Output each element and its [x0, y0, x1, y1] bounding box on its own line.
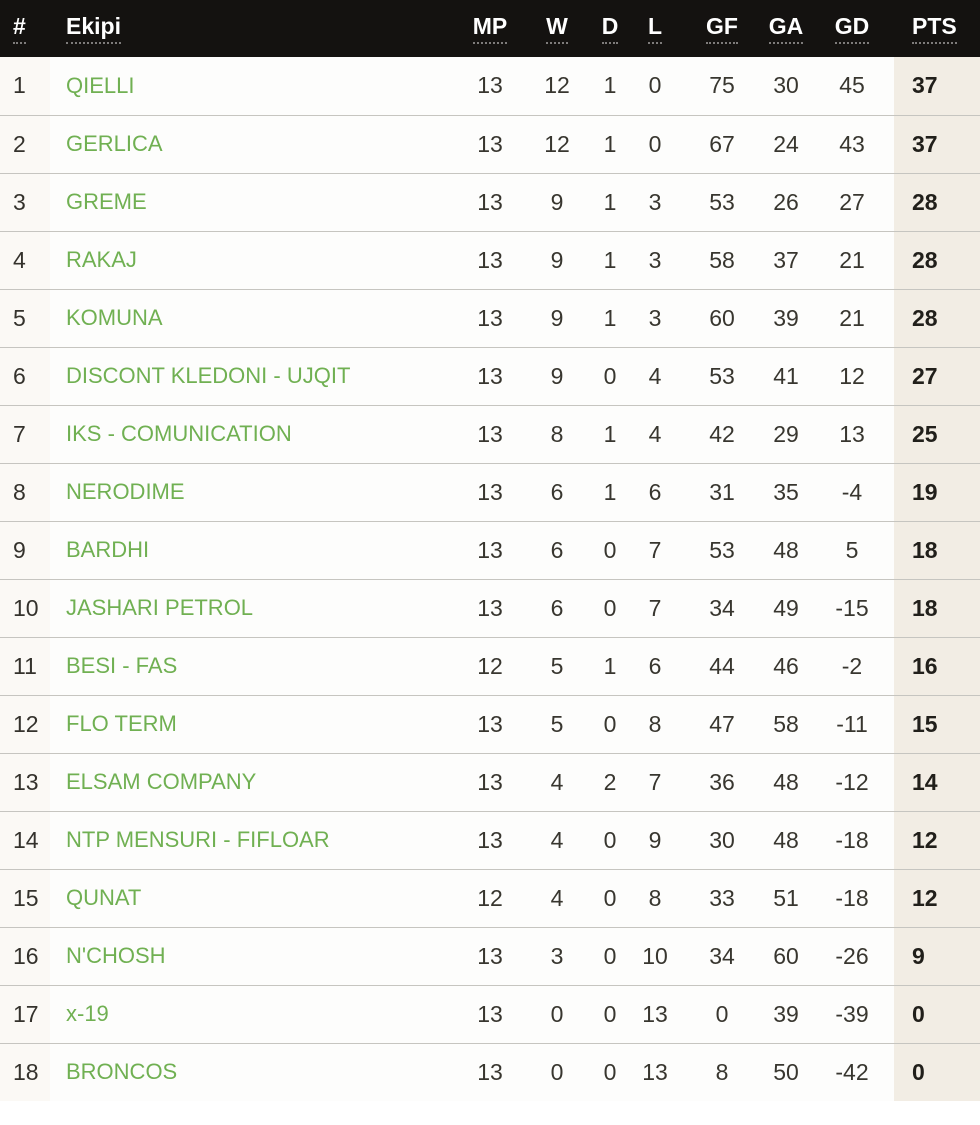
gd-cell: -15 [810, 579, 894, 637]
l-cell: 7 [628, 753, 682, 811]
d-cell: 0 [592, 695, 628, 753]
w-cell: 6 [522, 579, 592, 637]
d-cell: 0 [592, 579, 628, 637]
pts-cell: 14 [894, 753, 980, 811]
l-cell: 3 [628, 289, 682, 347]
table-row [0, 173, 980, 231]
rank-cell: 10 [0, 579, 50, 637]
ga-cell: 41 [762, 347, 810, 405]
col-header-gd-label: GD [835, 15, 870, 44]
rank-cell: 8 [0, 463, 50, 521]
l-cell: 4 [628, 405, 682, 463]
ga-cell: 48 [762, 811, 810, 869]
w-cell: 9 [522, 173, 592, 231]
ga-cell: 49 [762, 579, 810, 637]
gf-cell: 31 [682, 463, 762, 521]
gd-cell: -18 [810, 811, 894, 869]
d-cell: 0 [592, 869, 628, 927]
l-cell: 8 [628, 695, 682, 753]
table-row [0, 927, 980, 985]
standings-body [0, 57, 980, 1101]
rank-cell: 14 [0, 811, 50, 869]
table-row [0, 869, 980, 927]
l-cell: 7 [628, 521, 682, 579]
table-row [0, 1043, 980, 1101]
rank-cell: 3 [0, 173, 50, 231]
w-cell: 9 [522, 231, 592, 289]
rank-cell: 5 [0, 289, 50, 347]
col-header-w-label: W [546, 15, 568, 44]
team-name[interactable]: FLO TERM [50, 695, 458, 753]
table-row [0, 811, 980, 869]
table-row [0, 347, 980, 405]
team-name[interactable]: QIELLI [66, 72, 135, 98]
table-row [0, 985, 980, 1043]
d-cell: 1 [592, 405, 628, 463]
gd-cell: -2 [810, 637, 894, 695]
team-name[interactable]: RAKAJ [50, 231, 458, 289]
ga-cell: 46 [762, 637, 810, 695]
gf-cell: 53 [682, 347, 762, 405]
pts-cell: 15 [894, 695, 980, 753]
table-row [0, 521, 980, 579]
gd-cell: 21 [810, 231, 894, 289]
team-name[interactable]: ELSAM COMPANY [50, 753, 458, 811]
gd-cell: 43 [810, 115, 894, 173]
rank-cell: 1 [0, 57, 50, 115]
d-cell: 1 [603, 72, 617, 99]
mp-cell: 13 [458, 405, 522, 463]
table-row [0, 463, 980, 521]
w-cell: 6 [522, 521, 592, 579]
rank-cell: 17 [0, 985, 50, 1043]
gf-cell: 53 [682, 173, 762, 231]
gf-cell: 44 [682, 637, 762, 695]
ga-cell: 39 [762, 289, 810, 347]
table-row [0, 57, 980, 115]
team-name[interactable]: DISCONT KLEDONI - UJQIT [50, 347, 458, 405]
pts-cell: 37 [894, 115, 980, 173]
col-header-gf-label: GF [706, 15, 738, 44]
col-header-team[interactable] [50, 0, 458, 57]
gd-cell: 12 [810, 347, 894, 405]
rank-cell: 18 [0, 1043, 50, 1101]
gf-cell: 58 [682, 231, 762, 289]
l-cell: 0 [628, 115, 682, 173]
team-name[interactable]: BESI - FAS [50, 637, 458, 695]
l-cell: 8 [628, 869, 682, 927]
team-name[interactable]: GREME [50, 173, 458, 231]
l-cell: 4 [628, 347, 682, 405]
rank-cell: 15 [0, 869, 50, 927]
col-header-rank[interactable] [0, 0, 50, 57]
gf-cell: 67 [682, 115, 762, 173]
pts-cell: 0 [894, 985, 980, 1043]
ga-cell: 35 [762, 463, 810, 521]
mp-cell: 13 [458, 811, 522, 869]
table-row [0, 405, 980, 463]
pts-cell: 19 [894, 463, 980, 521]
team-name[interactable]: KOMUNA [50, 289, 458, 347]
l-cell: 3 [628, 173, 682, 231]
mp-cell: 13 [458, 579, 522, 637]
gd-cell: 27 [810, 173, 894, 231]
d-cell: 1 [592, 289, 628, 347]
col-header-mp[interactable] [458, 0, 522, 57]
w-cell: 8 [522, 405, 592, 463]
pts-cell: 28 [894, 289, 980, 347]
team-name[interactable]: BARDHI [50, 521, 458, 579]
pts-cell: 0 [894, 1043, 980, 1101]
d-cell: 0 [592, 985, 628, 1043]
ga-cell: 39 [762, 985, 810, 1043]
table-row [0, 115, 980, 173]
w-cell: 9 [522, 289, 592, 347]
l-cell: 6 [628, 637, 682, 695]
team-name[interactable]: N'CHOSH [50, 927, 458, 985]
l-cell: 6 [628, 463, 682, 521]
gf-cell: 75 [709, 72, 735, 99]
col-header-gd[interactable] [810, 0, 894, 57]
team-name[interactable]: x-19 [50, 985, 458, 1043]
l-cell: 0 [648, 72, 662, 99]
mp-cell: 13 [458, 289, 522, 347]
table-row [0, 637, 980, 695]
rank-cell: 13 [0, 753, 50, 811]
d-cell: 1 [592, 231, 628, 289]
pts-cell: 12 [894, 811, 980, 869]
d-cell: 0 [592, 811, 628, 869]
l-cell: 3 [628, 231, 682, 289]
ga-cell: 58 [762, 695, 810, 753]
ga-cell: 51 [762, 869, 810, 927]
ga-cell: 30 [773, 72, 799, 99]
w-cell: 12 [544, 72, 570, 99]
col-header-team-label: Ekipi [66, 15, 121, 44]
l-cell: 7 [628, 579, 682, 637]
w-cell: 5 [522, 695, 592, 753]
table-row [0, 579, 980, 637]
ga-cell: 60 [762, 927, 810, 985]
table-row [0, 753, 980, 811]
ga-cell: 48 [762, 753, 810, 811]
rank-cell: 4 [0, 231, 50, 289]
ga-cell: 48 [762, 521, 810, 579]
l-cell: 13 [628, 1043, 682, 1101]
pts-cell: 9 [894, 927, 980, 985]
mp-cell: 13 [458, 231, 522, 289]
w-cell: 4 [522, 753, 592, 811]
team-name[interactable]: IKS - COMUNICATION [50, 405, 458, 463]
gf-cell: 60 [682, 289, 762, 347]
gf-cell: 30 [682, 811, 762, 869]
col-header-ga[interactable] [762, 0, 810, 57]
pts-cell: 12 [894, 869, 980, 927]
mp-cell: 13 [458, 695, 522, 753]
gf-cell: 34 [682, 579, 762, 637]
mp-cell: 13 [458, 753, 522, 811]
col-header-gf[interactable] [682, 0, 762, 57]
table-row [0, 289, 980, 347]
team-name[interactable]: GERLICA [50, 115, 458, 173]
mp-cell: 12 [458, 637, 522, 695]
gd-cell: -11 [810, 695, 894, 753]
w-cell: 12 [522, 115, 592, 173]
d-cell: 1 [592, 173, 628, 231]
team-name[interactable]: NTP MENSURI - FIFLOAR [50, 811, 458, 869]
gf-cell: 0 [682, 985, 762, 1043]
d-cell: 0 [592, 347, 628, 405]
l-cell: 9 [628, 811, 682, 869]
col-header-ga-label: GA [769, 15, 804, 44]
gd-cell: -4 [810, 463, 894, 521]
mp-cell: 13 [458, 347, 522, 405]
pts-cell: 27 [894, 347, 980, 405]
w-cell: 3 [522, 927, 592, 985]
mp-cell: 13 [458, 1043, 522, 1101]
w-cell: 6 [522, 463, 592, 521]
col-header-rank-label: # [13, 15, 26, 44]
rank-cell: 16 [0, 927, 50, 985]
w-cell: 5 [522, 637, 592, 695]
team-name[interactable]: NERODIME [50, 463, 458, 521]
table-row [0, 231, 980, 289]
col-header-l[interactable] [628, 0, 682, 57]
w-cell: 9 [522, 347, 592, 405]
col-header-w[interactable] [522, 0, 592, 57]
w-cell: 4 [522, 869, 592, 927]
rank-cell: 12 [0, 695, 50, 753]
w-cell: 0 [522, 1043, 592, 1101]
team-name[interactable]: JASHARI PETROL [50, 579, 458, 637]
gd-cell: -18 [810, 869, 894, 927]
col-header-pts[interactable] [894, 0, 980, 57]
gd-cell: -26 [810, 927, 894, 985]
ga-cell: 37 [762, 231, 810, 289]
team-name[interactable]: BRONCOS [50, 1043, 458, 1101]
header-row [0, 0, 980, 57]
pts-cell: 18 [894, 521, 980, 579]
pts-cell: 37 [894, 57, 980, 115]
gf-cell: 42 [682, 405, 762, 463]
mp-cell: 13 [458, 115, 522, 173]
rank-cell: 6 [0, 347, 50, 405]
col-header-d-label: D [602, 15, 619, 44]
d-cell: 0 [592, 1043, 628, 1101]
pts-cell: 28 [894, 173, 980, 231]
mp-cell: 13 [458, 173, 522, 231]
gd-cell: -42 [810, 1043, 894, 1101]
mp-cell: 13 [458, 463, 522, 521]
d-cell: 0 [592, 521, 628, 579]
ga-cell: 26 [762, 173, 810, 231]
d-cell: 1 [592, 463, 628, 521]
col-header-pts-label: PTS [912, 15, 957, 44]
pts-cell: 16 [894, 637, 980, 695]
pts-cell: 18 [894, 579, 980, 637]
l-cell: 10 [628, 927, 682, 985]
gd-cell: 13 [810, 405, 894, 463]
w-cell: 0 [522, 985, 592, 1043]
mp-cell: 12 [458, 869, 522, 927]
col-header-mp-label: MP [473, 15, 508, 44]
gd-cell: 5 [810, 521, 894, 579]
d-cell: 1 [592, 637, 628, 695]
l-cell: 13 [628, 985, 682, 1043]
gd-cell: -12 [810, 753, 894, 811]
gf-cell: 47 [682, 695, 762, 753]
gf-cell: 8 [682, 1043, 762, 1101]
rank-cell: 2 [0, 115, 50, 173]
rank-cell: 11 [0, 637, 50, 695]
mp-cell: 13 [458, 985, 522, 1043]
pts-cell: 25 [894, 405, 980, 463]
ga-cell: 29 [762, 405, 810, 463]
table-row [0, 695, 980, 753]
col-header-l-label: L [648, 15, 662, 44]
d-cell: 1 [592, 115, 628, 173]
col-header-d[interactable] [592, 0, 628, 57]
mp-cell: 13 [477, 72, 503, 99]
w-cell: 4 [522, 811, 592, 869]
d-cell: 2 [592, 753, 628, 811]
gf-cell: 33 [682, 869, 762, 927]
gd-cell: -39 [810, 985, 894, 1043]
team-name[interactable]: QUNAT [50, 869, 458, 927]
rank-cell: 7 [0, 405, 50, 463]
gf-cell: 53 [682, 521, 762, 579]
mp-cell: 13 [458, 927, 522, 985]
gd-cell: 45 [839, 72, 865, 99]
gd-cell: 21 [810, 289, 894, 347]
rank-cell: 9 [0, 521, 50, 579]
pts-cell: 28 [894, 231, 980, 289]
ga-cell: 50 [762, 1043, 810, 1101]
ga-cell: 24 [762, 115, 810, 173]
gf-cell: 34 [682, 927, 762, 985]
d-cell: 0 [592, 927, 628, 985]
gf-cell: 36 [682, 753, 762, 811]
mp-cell: 13 [458, 521, 522, 579]
